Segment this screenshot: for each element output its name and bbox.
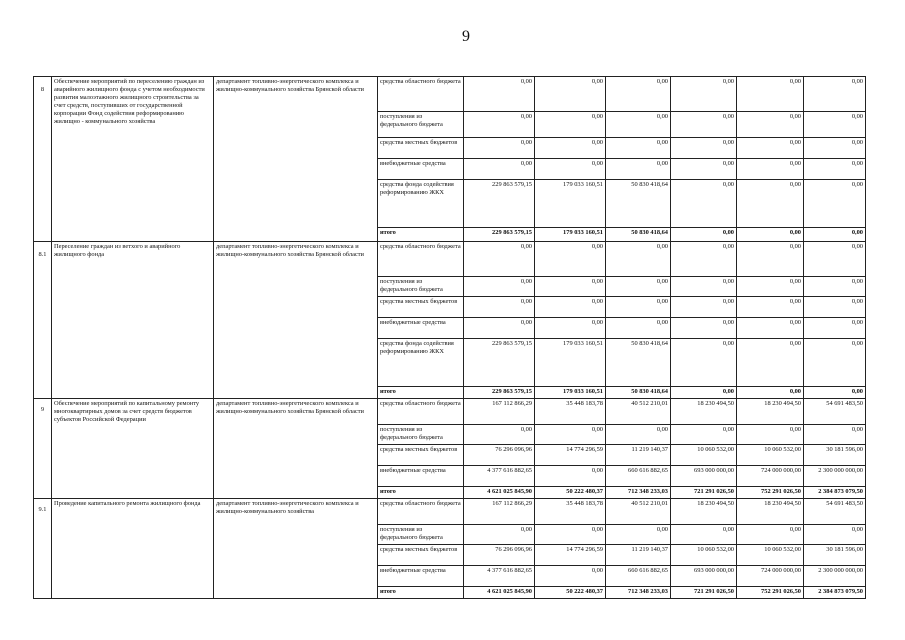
amount-cell: 0,00 [535,297,606,318]
amount-cell: 10 060 532,00 [671,545,737,566]
amount-cell: 0,00 [737,77,804,112]
amount-cell: 0,00 [464,318,535,339]
amount-cell: 50 222 480,37 [535,587,606,599]
amount-cell: 721 291 026,50 [671,487,737,499]
amount-cell: 0,00 [671,138,737,159]
amount-cell: 0,00 [671,77,737,112]
amount-cell: 2 384 873 079,50 [804,487,866,499]
amount-cell: 0,00 [606,112,671,138]
amount-cell: 0,00 [535,277,606,297]
amount-cell: 724 000 000,00 [737,566,804,587]
funding-source: внебюджетные средства [378,566,464,587]
section-index [34,399,52,499]
amount-cell: 0,00 [535,159,606,180]
amount-cell: 18 230 494,50 [737,499,804,525]
funding-source: поступления из федерального бюджета [378,112,464,138]
funding-source: средства местных бюджетов [378,545,464,566]
amount-cell: 0,00 [737,180,804,228]
section-executor: департамент топливно-энергетического комплекса и жилищно-коммунального хозяйства Брянской области [214,399,378,499]
section-index-label: 9.1 [38,506,47,513]
amount-cell: 0,00 [804,277,866,297]
amount-cell: 179 033 160,51 [535,339,606,387]
amount-cell: 0,00 [535,242,606,277]
amount-cell: 0,00 [606,242,671,277]
amount-cell: 11 219 140,37 [606,545,671,566]
funding-source: итого [378,487,464,499]
amount-cell: 30 181 596,00 [804,545,866,566]
amount-cell: 0,00 [606,138,671,159]
amount-cell: 35 448 183,78 [535,499,606,525]
amount-cell: 0,00 [535,425,606,445]
amount-cell: 0,00 [606,297,671,318]
amount-cell: 0,00 [804,159,866,180]
amount-cell: 0,00 [804,339,866,387]
amount-cell: 752 291 026,50 [737,487,804,499]
table-body [34,77,866,599]
amount-cell: 0,00 [671,180,737,228]
amount-cell: 0,00 [671,339,737,387]
funding-source: внебюджетные средства [378,466,464,487]
amount-cell: 229 863 579,15 [464,180,535,228]
amount-cell: 50 830 418,64 [606,228,671,242]
amount-cell: 40 512 210,01 [606,399,671,425]
amount-cell: 4 621 025 845,90 [464,487,535,499]
table-row [34,399,866,425]
page-number: 9 [462,28,470,45]
amount-cell: 660 616 882,65 [606,566,671,587]
section-executor: департамент топливно-энергетического комплекса и жилищно-коммунального хозяйства Брянской области [214,242,378,399]
section-index [34,499,52,599]
funding-source: поступления из федерального бюджета [378,277,464,297]
amount-cell: 0,00 [606,159,671,180]
amount-cell: 76 296 096,96 [464,545,535,566]
amount-cell: 18 230 494,50 [671,499,737,525]
amount-cell: 724 000 000,00 [737,466,804,487]
amount-cell: 0,00 [464,138,535,159]
amount-cell: 0,00 [737,138,804,159]
amount-cell: 10 060 532,00 [671,445,737,466]
amount-cell: 0,00 [464,112,535,138]
section-title: Обеспечение мероприятий по капитальному ремонту многоквартирных домов за счет средств бюджетов субъектов Российской Федерации [52,399,214,499]
amount-cell: 0,00 [737,242,804,277]
amount-cell: 0,00 [804,138,866,159]
section-title: Переселение граждан из ветхого и аварийного жилищного фонда [52,242,214,399]
amount-cell: 0,00 [737,297,804,318]
amount-cell: 0,00 [737,425,804,445]
amount-cell: 0,00 [671,277,737,297]
section-executor: департамент топливно-энергетического комплекса и жилищно-коммунального хозяйства Брянской области [214,77,378,242]
amount-cell: 0,00 [804,318,866,339]
amount-cell: 0,00 [671,159,737,180]
table-row [34,499,866,525]
amount-cell: 0,00 [535,525,606,545]
funding-source: внебюджетные средства [378,159,464,180]
amount-cell: 50 830 418,64 [606,387,671,399]
amount-cell: 0,00 [606,77,671,112]
amount-cell: 0,00 [804,425,866,445]
amount-cell: 11 219 140,37 [606,445,671,466]
amount-cell: 0,00 [737,159,804,180]
amount-cell: 0,00 [804,525,866,545]
amount-cell: 76 296 096,96 [464,445,535,466]
amount-cell: 0,00 [606,318,671,339]
funding-source: средства областного бюджета [378,399,464,425]
amount-cell: 0,00 [737,318,804,339]
amount-cell: 50 222 480,37 [535,487,606,499]
section-index [34,77,52,242]
funding-source: средства фонда содействия реформированию ЖКХ [378,180,464,228]
amount-cell: 179 033 160,51 [535,228,606,242]
amount-cell: 0,00 [606,277,671,297]
amount-cell: 0,00 [671,228,737,242]
amount-cell: 712 348 233,03 [606,487,671,499]
funding-source: внебюджетные средства [378,318,464,339]
section-index-label: 8.1 [38,251,47,258]
funding-source: средства областного бюджета [378,242,464,277]
section-index-label: 9 [40,406,45,413]
amount-cell: 0,00 [464,297,535,318]
amount-cell: 693 000 000,00 [671,566,737,587]
amount-cell: 4 377 616 882,65 [464,566,535,587]
funding-source: поступления из федерального бюджета [378,525,464,545]
funding-source: средства фонда содействия реформированию ЖКХ [378,339,464,387]
amount-cell: 712 348 233,03 [606,587,671,599]
amount-cell: 2 384 873 079,50 [804,587,866,599]
amount-cell: 167 112 866,29 [464,499,535,525]
amount-cell: 179 033 160,51 [535,387,606,399]
amount-cell: 0,00 [535,77,606,112]
amount-cell: 54 691 483,50 [804,499,866,525]
amount-cell: 0,00 [464,425,535,445]
amount-cell: 10 060 532,00 [737,445,804,466]
amount-cell: 229 863 579,15 [464,339,535,387]
amount-cell: 0,00 [671,425,737,445]
amount-cell: 0,00 [606,425,671,445]
amount-cell: 0,00 [535,112,606,138]
amount-cell: 0,00 [737,525,804,545]
amount-cell: 0,00 [737,339,804,387]
amount-cell: 0,00 [464,77,535,112]
funding-source: средства областного бюджета [378,77,464,112]
amount-cell: 4 621 025 845,90 [464,587,535,599]
amount-cell: 35 448 183,78 [535,399,606,425]
table-row [34,77,866,112]
section-title: Проведение капитального ремонта жилищного фонда [52,499,214,599]
amount-cell: 0,00 [671,242,737,277]
funding-source: средства областного бюджета [378,499,464,525]
amount-cell: 14 774 296,59 [535,445,606,466]
amount-cell: 0,00 [535,138,606,159]
funding-source: средства местных бюджетов [378,138,464,159]
amount-cell: 179 033 160,51 [535,180,606,228]
amount-cell: 2 300 000 000,00 [804,566,866,587]
amount-cell: 0,00 [737,228,804,242]
amount-cell: 0,00 [671,525,737,545]
amount-cell: 0,00 [606,525,671,545]
amount-cell: 660 616 882,65 [606,466,671,487]
amount-cell: 10 060 532,00 [737,545,804,566]
amount-cell: 18 230 494,50 [737,399,804,425]
funding-source: средства местных бюджетов [378,297,464,318]
amount-cell: 54 691 483,50 [804,399,866,425]
amount-cell: 752 291 026,50 [737,587,804,599]
amount-cell: 50 830 418,64 [606,339,671,387]
amount-cell: 229 863 579,15 [464,387,535,399]
funding-source: итого [378,587,464,599]
amount-cell: 4 377 616 882,65 [464,466,535,487]
section-index [34,242,52,399]
amount-cell: 0,00 [804,242,866,277]
amount-cell: 14 774 296,59 [535,545,606,566]
amount-cell: 18 230 494,50 [671,399,737,425]
amount-cell: 0,00 [535,466,606,487]
budget-table [33,76,866,599]
funding-source: средства местных бюджетов [378,445,464,466]
section-title: Обеспечение мероприятий по переселению граждан из аварийного жилищного фонда с учетом необходимости развития малоэтажного жилищного строительства за счет средств, поступивших от государственной корпорации Фонд содействия реформированию жилищно - коммунального хозяйства [52,77,214,242]
amount-cell: 0,00 [535,566,606,587]
amount-cell: 0,00 [464,525,535,545]
amount-cell: 721 291 026,50 [671,587,737,599]
amount-cell: 0,00 [804,297,866,318]
amount-cell: 0,00 [464,242,535,277]
amount-cell: 167 112 866,29 [464,399,535,425]
amount-cell: 0,00 [464,277,535,297]
amount-cell: 0,00 [671,318,737,339]
amount-cell: 0,00 [671,387,737,399]
amount-cell: 0,00 [737,277,804,297]
funding-source: поступления из федерального бюджета [378,425,464,445]
amount-cell: 0,00 [804,228,866,242]
funding-source: итого [378,228,464,242]
amount-cell: 0,00 [535,318,606,339]
amount-cell: 0,00 [671,297,737,318]
section-index-label: 8 [40,86,45,93]
amount-cell: 0,00 [804,387,866,399]
amount-cell: 0,00 [464,159,535,180]
amount-cell: 50 830 418,64 [606,180,671,228]
amount-cell: 2 300 000 000,00 [804,466,866,487]
amount-cell: 693 000 000,00 [671,466,737,487]
section-executor: департамент топливно-энергетического комплекса и жилищно-коммунального хозяйства [214,499,378,599]
amount-cell: 40 512 210,01 [606,499,671,525]
amount-cell: 30 181 596,00 [804,445,866,466]
amount-cell: 0,00 [804,112,866,138]
amount-cell: 229 863 579,15 [464,228,535,242]
table-row [34,242,866,277]
amount-cell: 0,00 [804,180,866,228]
amount-cell: 0,00 [804,77,866,112]
amount-cell: 0,00 [737,387,804,399]
amount-cell: 0,00 [671,112,737,138]
funding-source: итого [378,387,464,399]
amount-cell: 0,00 [737,112,804,138]
